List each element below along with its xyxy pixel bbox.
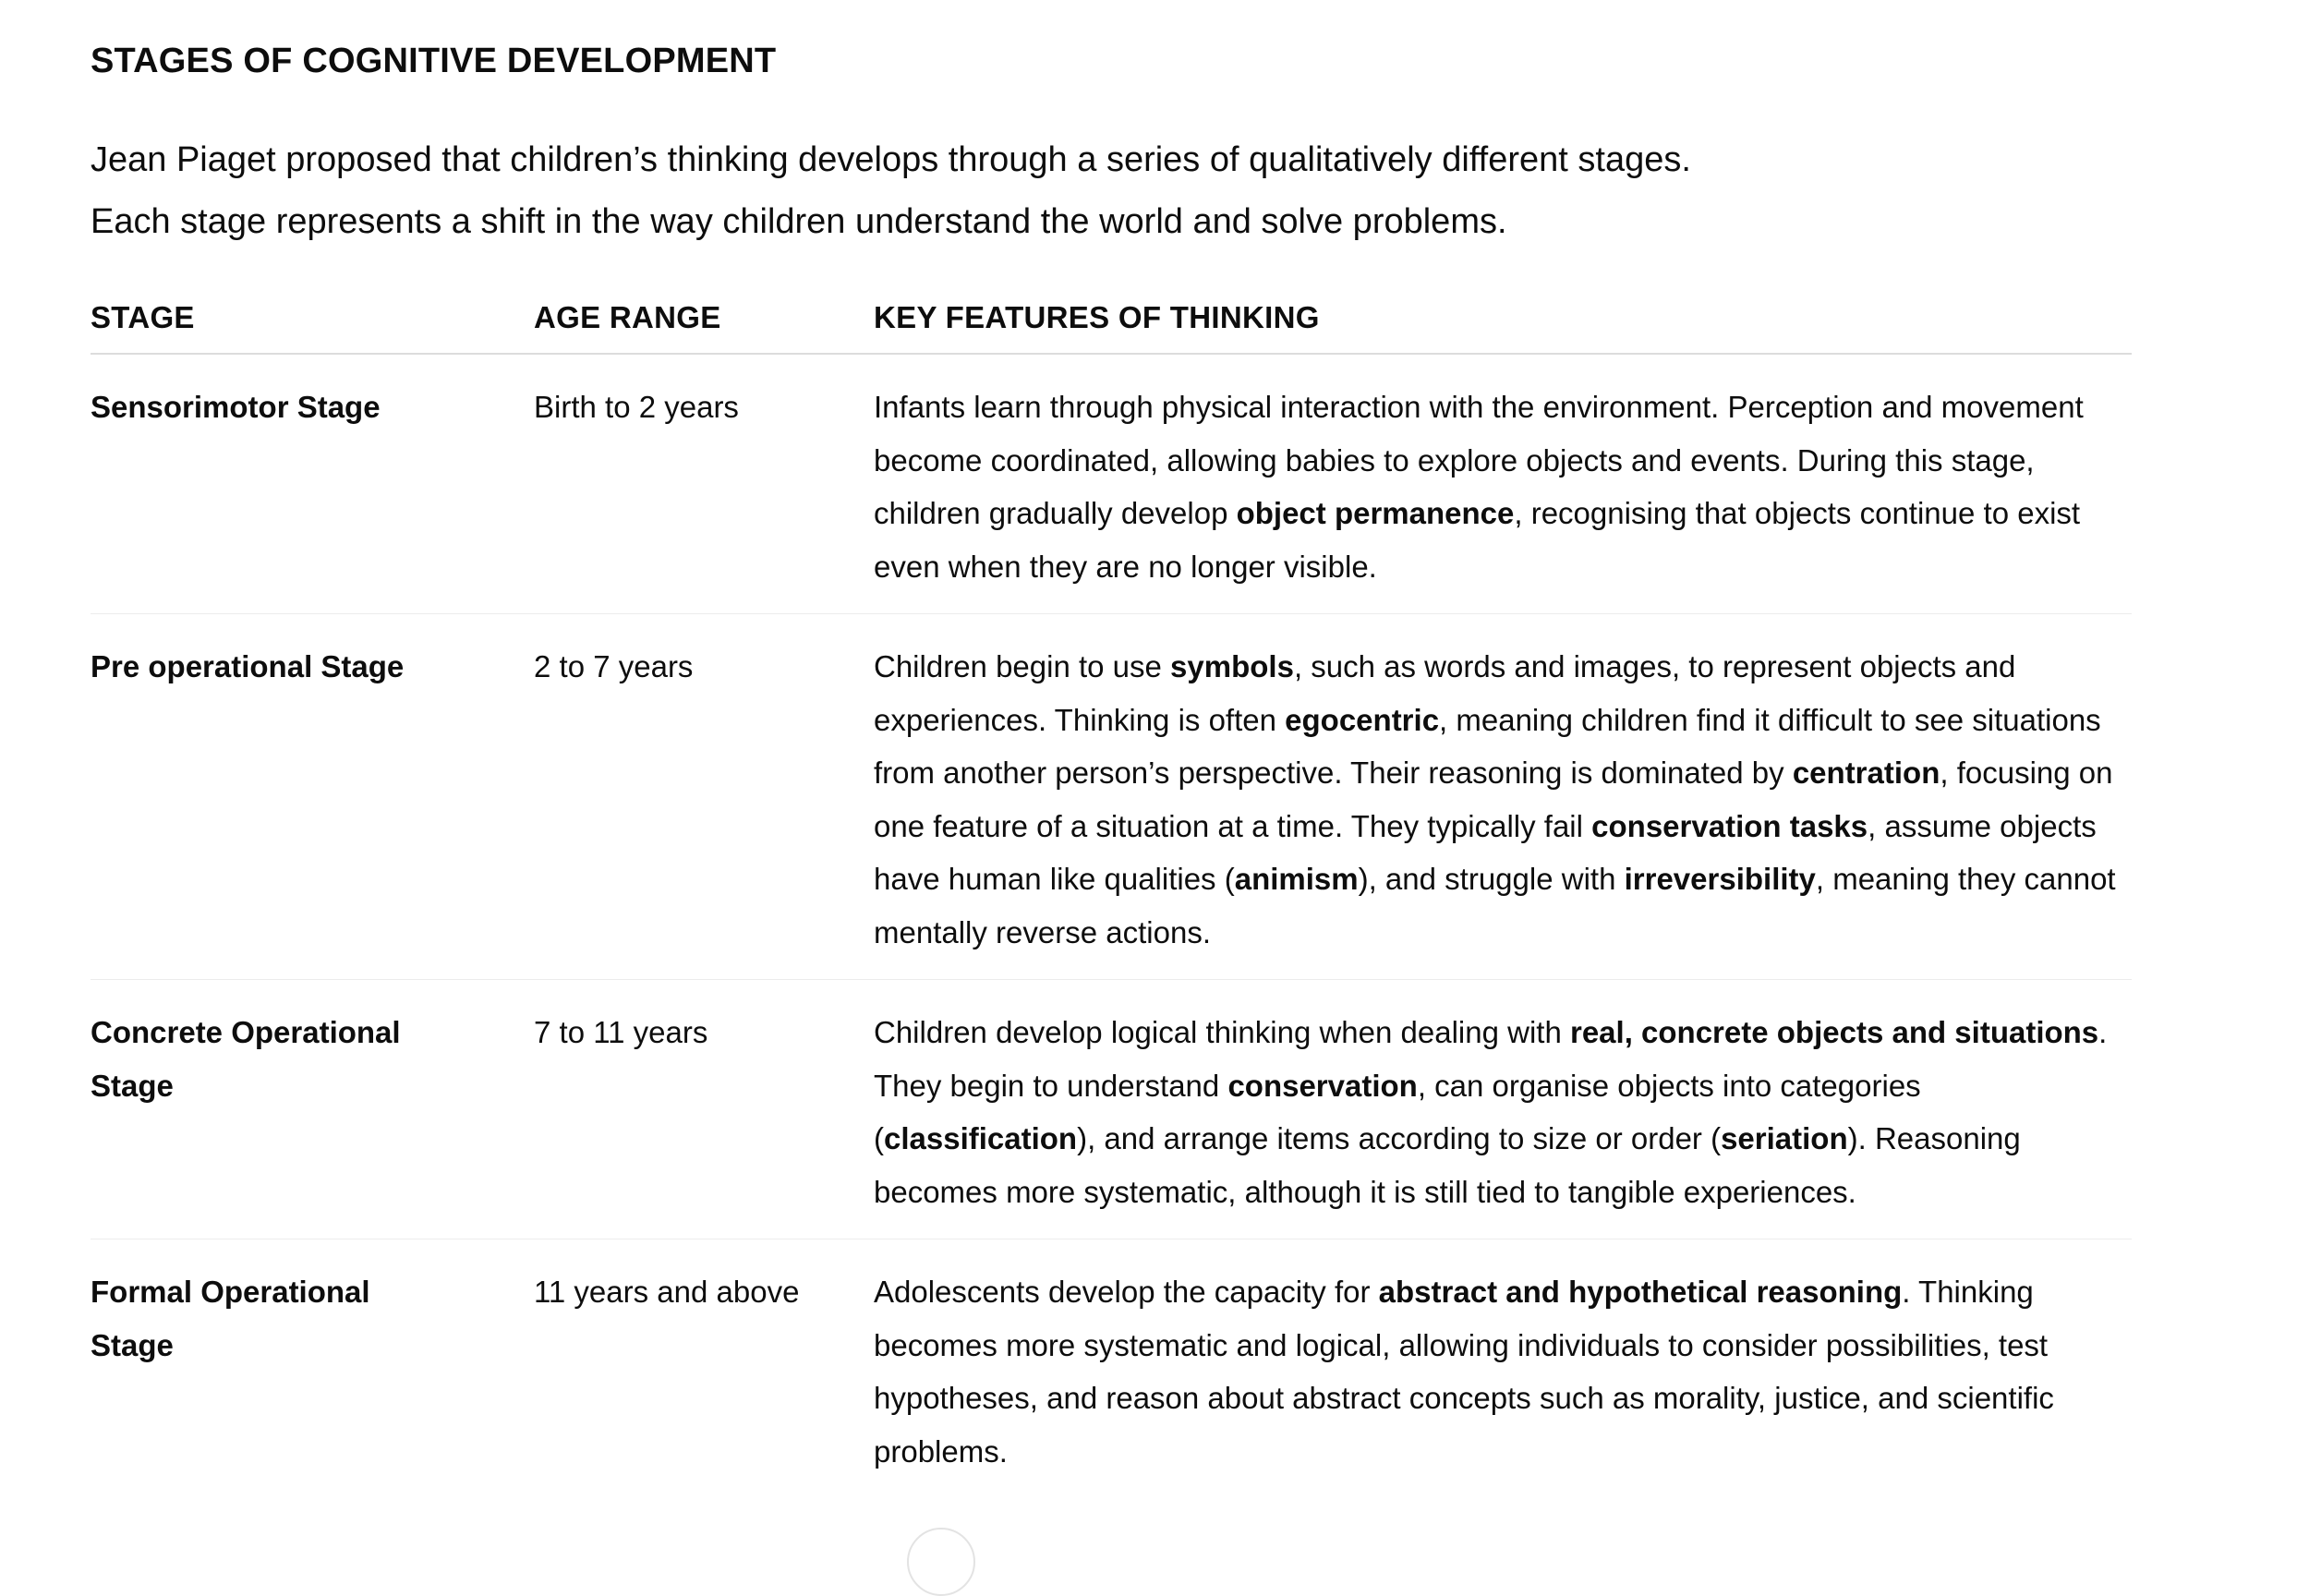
feature-text: Adolescents develop the capacity for [874,1275,1379,1309]
feature-text: , can organise objects into categories ( [874,1068,1921,1155]
feature-text: , such as words and images, to represent objects and experiences. Thinking is often [874,649,2016,737]
table-row [91,354,2132,614]
feature-text: , assume objects have human like qualities ( [874,808,2097,896]
age-range: 7 to 11 years [534,980,874,1239]
feature-text: , meaning they cannot mentally reverse actions. [874,862,2116,949]
key-features [874,614,2132,980]
header-age-range: AGE RANGE [534,299,874,354]
key-term: centration [1792,756,1940,790]
stage-name: Formal Operational Stage [91,1275,370,1362]
feature-text: , recognising that objects continue to exist even when they are no longer visible. [874,496,2081,584]
key-features [874,980,2132,1239]
page-title: STAGES OF COGNITIVE DEVELOPMENT [91,42,777,80]
feature-text: Children begin to use [874,649,1171,683]
feature-text: . Thinking becomes more systematic and logical, allowing individuals to consider possibilities, test hypotheses, and reason about abstract concepts such as morality, justice, and scientific problems. [874,1275,2054,1469]
key-term: symbols [1170,649,1294,683]
key-term: egocentric [1285,702,1440,737]
feature-text: ), and arrange items according to size or order ( [1077,1121,1722,1155]
header-stage: STAGE [91,299,534,354]
key-term: object permanence [1236,496,1515,530]
header-key-features: KEY FEATURES OF THINKING [874,299,2132,354]
age-range: 11 years and above [534,1275,800,1309]
feature-text: . They begin to understand [874,1015,2108,1103]
key-term: conservation tasks [1591,808,1868,843]
table-row [91,614,2132,980]
intro-paragraph [91,129,2132,253]
stages-table [91,299,2132,1498]
age-range: Birth to 2 years [534,354,874,614]
feature-text: ). Reasoning becomes more systematic, although it is still tied to tangible experiences. [874,1121,2021,1209]
table-row [91,980,2132,1239]
intro-line-2: Each stage represents a shift in the way children understand the world and solve problems. [91,202,1507,241]
scroll-down-button[interactable] [907,1528,975,1596]
feature-text: Infants learn through physical interaction with the environment. Perception and movement become coordinated, allowing babies to explore objects and events. During this stage, children gradually develop [874,390,2084,530]
feature-text: ), and struggle with [1358,862,1625,896]
intro-line-1: Jean Piaget proposed that children’s thinking develops through a series of qualitatively different stages. [91,140,1691,179]
key-term: conservation [1227,1068,1418,1103]
key-term: real, concrete objects and situations [1569,1015,2099,1049]
key-term: irreversibility [1624,862,1816,896]
feature-text: , meaning children find it difficult to see situations from another person’s perspective. Their reasoning is dominated by [874,702,2101,790]
key-features [874,1239,2132,1499]
key-features [874,354,2132,614]
table-header-row [91,299,2132,354]
feature-text: , focusing on one feature of a situation at a time. They typically fail [874,756,2113,843]
feature-text: Children develop logical thinking when dealing with [874,1015,1570,1049]
table-row [91,1239,2132,1499]
key-term: seriation [1721,1121,1848,1155]
key-term: animism [1234,862,1359,896]
stage-name: Sensorimotor Stage [91,354,534,614]
stage-name: Pre operational Stage [91,614,534,980]
key-term: abstract and hypothetical reasoning [1378,1275,1903,1309]
key-term: classification [884,1121,1078,1155]
document [91,39,2132,1498]
stage-name: Concrete Operational Stage [91,980,534,1239]
age-range: 2 to 7 years [534,614,874,980]
